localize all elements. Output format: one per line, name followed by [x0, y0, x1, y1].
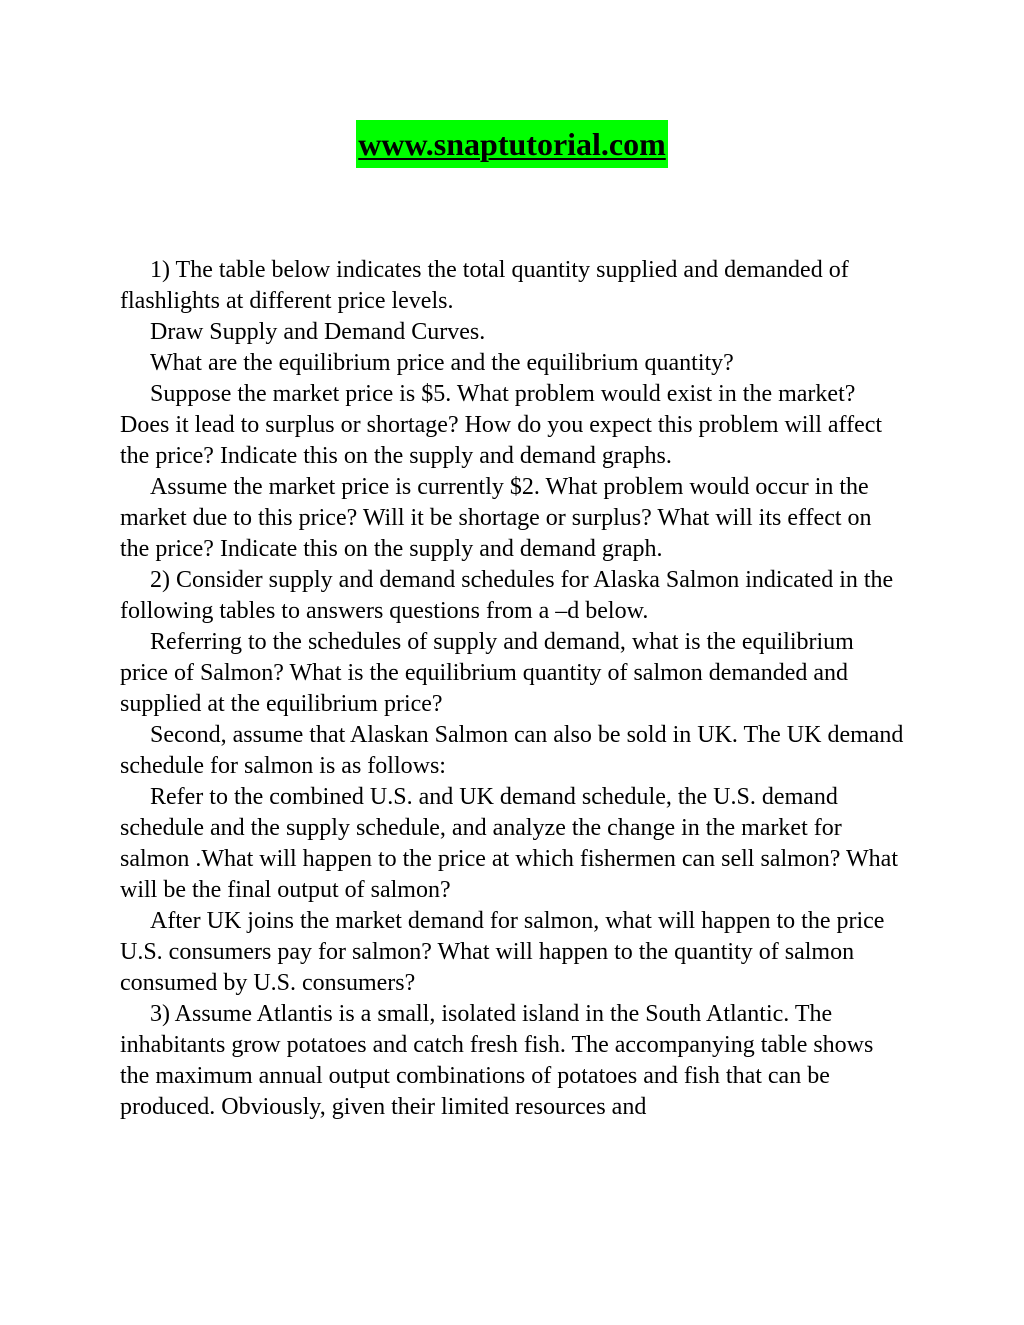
- paragraph-q1-intro: 1) The table below indicates the total quantity supplied and demanded of flashlights at different price levels.: [120, 257, 849, 314]
- paragraph-q3-intro: 3) Assume Atlantis is a small, isolated island in the South Atlantic. The inhabitants grow potatoes and catch fresh fish. The accompanying table shows the maximum annual output combinations of potatoes and fish that can be produced. Obviously, given their limited resources and: [120, 1001, 874, 1120]
- paragraph-q1-draw-curves: Draw Supply and Demand Curves.: [150, 319, 486, 345]
- paragraph-q2-after-uk: After UK joins the market demand for salmon, what will happen to the price U.S. consumers pay for salmon? What will happen to the quantity of salmon consumed by U.S. consumers?: [120, 908, 885, 996]
- site-link[interactable]: www.snaptutorial.com: [356, 120, 668, 168]
- paragraph-q1-price-2: Assume the market price is currently $2. What problem would occur in the market due to this price? Will it be shortage or surplus? What will its effect on the price? Indicate this on the supply and demand graph.: [120, 474, 872, 562]
- paragraph-q1-equilibrium: What are the equilibrium price and the equilibrium quantity?: [150, 350, 734, 376]
- paragraph-q1-price-5: Suppose the market price is $5. What problem would exist in the market? Does it lead to surplus or shortage? How do you expect this problem will affect the price? Indicate this on the supply and demand graphs.: [120, 381, 883, 469]
- paragraph-q2-equilibrium: Referring to the schedules of supply and demand, what is the equilibrium price of Salmon? What is the equilibrium quantity of salmon demanded and supplied at the equilibrium price?: [120, 629, 854, 717]
- document-body: [120, 255, 905, 1123]
- paragraph-q2-combined: Refer to the combined U.S. and UK demand schedule, the U.S. demand schedule and the supply schedule, and analyze the change in the market for salmon .What will happen to the price at which fishermen can sell salmon? What will be the final output of salmon?: [120, 784, 898, 903]
- paragraph-q2-intro: 2) Consider supply and demand schedules for Alaska Salmon indicated in the following tables to answers questions from a –d below.: [120, 567, 894, 624]
- site-header: [0, 120, 1024, 168]
- paragraph-q2-uk-demand: Second, assume that Alaskan Salmon can also be sold in UK. The UK demand schedule for salmon is as follows:: [120, 722, 904, 779]
